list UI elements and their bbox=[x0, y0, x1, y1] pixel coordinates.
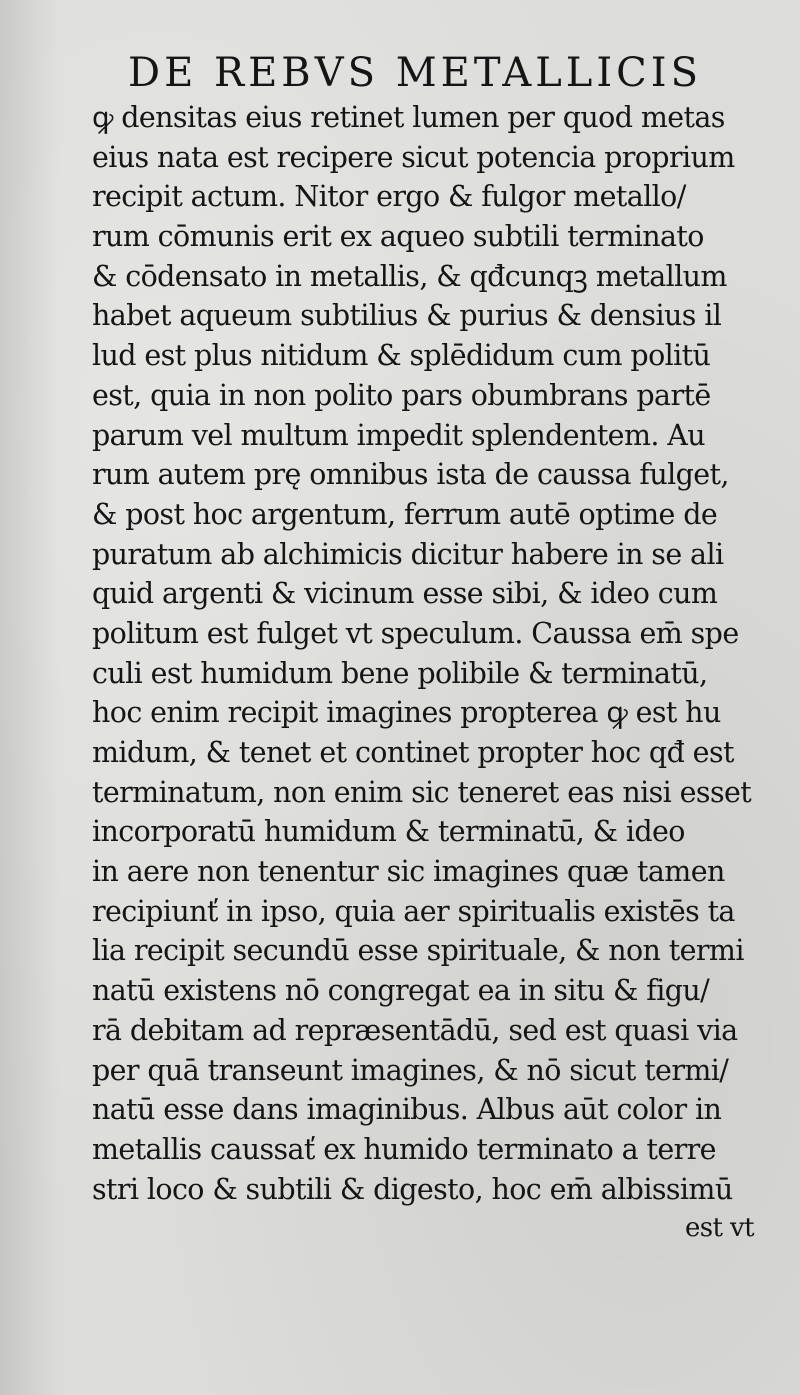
text-line: natū esse dans imaginibus. Albus aūt color in bbox=[92, 1093, 722, 1127]
body-text bbox=[92, 98, 772, 1249]
running-head: DE REBVS METALLICIS bbox=[128, 50, 702, 96]
text-line: culi est humidum bene polibile & terminatū, bbox=[92, 656, 708, 690]
text-line: metallis caussať ex humido terminato a terre bbox=[92, 1132, 716, 1166]
text-line: natū existens nō congregat ea in situ & figu/ bbox=[92, 974, 710, 1008]
text-line: hoc enim recipit imagines propterea ꝙ est hu bbox=[92, 696, 721, 730]
text-line: rā debitam ad repræsentādū, sed est quasi via bbox=[92, 1013, 738, 1047]
text-line: lia recipit secundū esse spirituale, & non termi bbox=[92, 934, 744, 968]
text-line: ꝙ densitas eius retinet lumen per quod metas bbox=[92, 101, 725, 134]
text-line: stri loco & subtili & digesto, hoc em̄ albissimū bbox=[92, 1172, 733, 1206]
text-line: puratum ab alchimicis dicitur habere in se ali bbox=[92, 537, 724, 571]
gutter-shadow bbox=[0, 0, 60, 1395]
text-line: politum est fulget vt speculum. Caussa em̄ spe bbox=[92, 616, 739, 650]
text-line: midum, & tenet et continet propter hoc qđ est bbox=[92, 736, 734, 769]
text-line: eius nata est recipere sicut potencia proprium bbox=[92, 140, 735, 174]
text-line: recipiunť in ipso, quia aer spiritualis existēs ta bbox=[92, 894, 735, 928]
text-line: rum autem prę omnibus ista de caussa fulget, bbox=[92, 458, 729, 492]
text-line: quid argenti & vicinum esse sibi, & ideo cum bbox=[92, 577, 718, 611]
text-line: in aere non tenentur sic imagines quæ tamen bbox=[92, 855, 725, 889]
text-line: recipit actum. Nitor ergo & fulgor metallo/ bbox=[92, 180, 686, 214]
text-line: habet aqueum subtilius & purius & densius il bbox=[92, 299, 722, 333]
text-line: rum cōmunis erit ex aqueo subtili terminato bbox=[92, 220, 704, 254]
text-line: terminatum, non enim sic teneret eas nisi esset bbox=[92, 775, 752, 809]
text-line: & post hoc argentum, ferrum autē optime de bbox=[92, 497, 718, 531]
text-line: parum vel multum impedit splendentem. Au bbox=[92, 418, 706, 452]
text-line: lud est plus nitidum & splēdidum cum politū bbox=[92, 339, 711, 373]
text-line: per quā transeunt imagines, & nō sicut termi/ bbox=[92, 1053, 729, 1087]
text-line: est, quia in non polito pars obumbrans partē bbox=[92, 378, 711, 412]
text-line: incorporatū humidum & terminatū, & ideo bbox=[92, 815, 685, 849]
catchword: est vt bbox=[685, 1213, 754, 1244]
text-line: & cōdensato in metallis, & qđcunqꝫ metallum bbox=[92, 259, 727, 293]
